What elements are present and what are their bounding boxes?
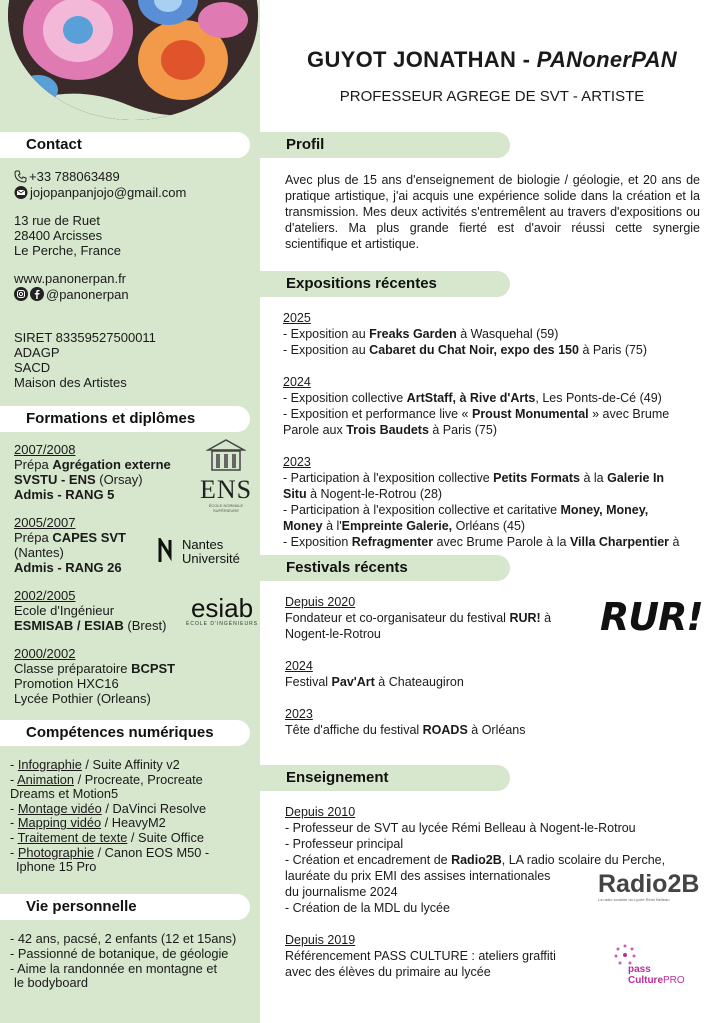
instagram-icon[interactable] <box>14 287 28 304</box>
competence-tools: / Canon EOS M50 - <box>93 844 210 860</box>
admin-line: SIRET 83359527500011 <box>14 330 156 345</box>
page-title <box>260 47 724 73</box>
ens-logo-text: ENS <box>199 475 253 504</box>
nantes-logo-text: Université <box>182 551 240 566</box>
phone-icon <box>14 170 27 186</box>
competence-item: - Photographie / Canon EOS M50 - <box>10 844 210 860</box>
formation-item <box>14 588 166 633</box>
formation-text: (Orsay) <box>95 472 143 487</box>
formation-text: (Brest) <box>123 618 167 633</box>
competence-tools: / Suite Office <box>127 829 204 845</box>
enseignement-item: - Création et encadrement de Radio2B, LA radio scolaire du Perche, <box>285 853 666 867</box>
artist-alias: PANonerPAN <box>536 47 677 72</box>
contact-admin <box>14 330 156 390</box>
enseignement-item: avec des élèves du primaire au lycée <box>285 965 491 979</box>
formation-text: ESMISAB / ESIAB <box>14 618 124 633</box>
expo-item: Money à l'Empreinte Galerie, Orléans (45) <box>283 519 526 533</box>
enseignement-item: lauréate du prix EMI des assises internationales <box>285 869 551 883</box>
full-name: GUYOT JONATHAN - <box>307 47 537 72</box>
formation-item <box>14 515 126 575</box>
enseignement-year: Depuis 2010 <box>285 805 356 819</box>
profil-text: Avec plus de 15 ans d'enseignement de biologie / géologie, et 20 ans de pratique artistique, j'ai acquis une expérience solide dans la création et la transmission. Mes deux activités s'entremêlent au travers d'expositions ou d'ateliers. Ma plus grande fierté est d'avoir réussi cette synergie scientifique et artistique. <box>285 173 700 251</box>
contact-heading: Contact <box>0 132 250 158</box>
radio2b-logo-subtext: La radio scolaire du Lycée Rémi Belleau <box>598 897 670 902</box>
formation-year: 2002/2005 <box>14 588 76 603</box>
competence-tools: / Suite Affinity v2 <box>81 757 180 772</box>
admin-line: ADAGP <box>14 345 60 360</box>
ens-logo-subtext: ÉCOLE NORMALE SUPÉRIEURE <box>208 503 244 513</box>
vie-item: - Aime la randonnée en montagne et <box>10 960 218 976</box>
competence-item: - Montage vidéo / DaVinci Resolve <box>10 800 207 816</box>
festival-item: Fondateur et co-organisateur du festival RUR! à <box>285 611 552 625</box>
competence-item: - Mapping vidéo / HeavyM2 <box>10 815 166 831</box>
enseignement-item: - Professeur principal <box>285 837 404 851</box>
admin-line: Maison des Artistes <box>14 375 127 390</box>
vie-item: - Passionné de botanique, de géologie <box>10 945 229 961</box>
expo-item: - Participation à l'exposition collective et caritative Money, Money, <box>283 503 649 517</box>
competence-key: Infographie <box>17 757 82 772</box>
formation-text: Ecole d'Ingénieur <box>14 603 115 618</box>
pass-culture-text: pass <box>628 964 651 975</box>
ens-building-icon <box>206 438 246 472</box>
radio2b-logo <box>598 872 699 902</box>
competence-key: Photographie <box>17 844 94 860</box>
enseignement-item: - Création de la MDL du lycée <box>285 901 450 915</box>
competence-item: - Traitement de texte / Suite Office <box>10 829 204 845</box>
esiab-logo <box>186 595 258 627</box>
contact-phone[interactable]: +33 788063489 <box>29 169 120 184</box>
formation-text: Prépa <box>14 457 53 472</box>
enseignement-item: du journalisme 2024 <box>285 885 398 899</box>
contact-phone-row <box>14 169 120 186</box>
nantes-universite-logo <box>158 538 240 566</box>
competence-key: Montage vidéo <box>17 800 102 816</box>
competence-tools: / Procreate, Procreate <box>74 771 203 787</box>
enseignement-heading: Enseignement <box>260 765 510 791</box>
festival-year: 2024 <box>285 659 313 673</box>
competence-item: Dreams et Motion5 <box>10 786 119 802</box>
contact-email-row <box>14 185 186 202</box>
mail-icon <box>14 186 28 202</box>
formation-text: Lycée Pothier (Orleans) <box>14 691 151 706</box>
formation-item <box>14 646 175 706</box>
address-line: 28400 Arcisses <box>14 228 103 243</box>
festival-year: Depuis 2020 <box>285 595 356 609</box>
pass-culture-text: Culture <box>628 975 663 986</box>
enseignement-item: - Professeur de SVT au lycée Rémi Belleau à Nogent-le-Rotrou <box>285 821 636 835</box>
festival-item: Tête d'affiche du festival ROADS à Orléans <box>285 723 526 737</box>
formation-item <box>14 442 171 502</box>
vie-item: - 42 ans, pacsé, 2 enfants (12 et 15ans) <box>10 931 237 946</box>
vie-heading: Vie personnelle <box>0 894 250 920</box>
competences-heading: Compétences numériques <box>0 720 250 746</box>
address-line: 13 rue de Ruet <box>14 213 101 228</box>
job-title: PROFESSEUR AGREGE DE SVT - ARTISTE <box>339 88 645 105</box>
expo-item: - Participation à l'exposition collective Petits Formats à la Galerie In <box>283 471 665 485</box>
contact-address <box>14 213 121 258</box>
formation-text: SVSTU - ENS <box>14 472 96 487</box>
formation-year: 2007/2008 <box>14 442 76 457</box>
expo-item: - Exposition au Cabaret du Chat Noir, expo des 150 à Paris (75) <box>283 343 648 357</box>
pass-culture-logo-text <box>628 964 685 986</box>
facebook-icon[interactable] <box>30 287 44 304</box>
formation-text: Promotion HXC16 <box>14 676 119 691</box>
formation-rank: Admis - RANG 5 <box>14 487 115 502</box>
formation-text: BCPST <box>131 661 176 676</box>
radio2b-logo-text: Radio2B <box>598 870 700 898</box>
admin-line: SACD <box>14 360 51 375</box>
expo-item: Situ à Nogent-le-Rotrou (28) <box>283 487 443 501</box>
expo-item: Parole aux Trois Baudets à Paris (75) <box>283 423 497 437</box>
competence-tools: / DaVinci Resolve <box>101 800 207 816</box>
competence-key: Animation <box>17 771 75 787</box>
expo-year: 2023 <box>283 455 311 469</box>
enseignement-year: Depuis 2019 <box>285 933 356 947</box>
formation-text: Classe préparatoire <box>14 661 132 676</box>
competence-item: - Infographie / Suite Affinity v2 <box>10 757 180 772</box>
competence-item: Iphone 15 Pro <box>16 859 97 875</box>
formation-year: 2000/2002 <box>14 646 76 661</box>
formations-heading: Formations et diplômes <box>0 406 250 432</box>
festival-year: 2023 <box>285 707 313 721</box>
enseignement-item: Référencement PASS CULTURE : ateliers graffiti <box>285 949 556 963</box>
expo-year: 2024 <box>283 375 311 389</box>
nantes-n-icon <box>158 538 176 564</box>
formation-year: 2005/2007 <box>14 515 76 530</box>
festival-item: Nogent-le-Rotrou <box>285 627 381 641</box>
expo-item: - Exposition au Freaks Garden à Wasquehal (59) <box>283 327 559 341</box>
competence-tools: / HeavyM2 <box>101 815 166 831</box>
festival-item: Festival Pav'Art à Chateaugiron <box>285 675 464 689</box>
contact-social[interactable]: @panonerpan <box>46 287 129 302</box>
expo-year: 2025 <box>283 311 311 325</box>
contact-website[interactable]: www.panonerpan.fr <box>14 271 127 286</box>
profil-heading: Profil <box>260 132 510 158</box>
address-line: Le Perche, France <box>14 243 121 258</box>
expositions-heading: Expositions récentes <box>260 271 510 297</box>
formation-text: (Nantes) <box>14 545 64 560</box>
pass-culture-logo <box>610 940 685 986</box>
formation-text: Prépa <box>14 530 53 545</box>
nantes-logo-text: Nantes <box>182 537 224 552</box>
competences-list <box>10 758 209 875</box>
vie-list <box>10 932 236 991</box>
festivals-heading: Festivals récents <box>260 555 510 581</box>
competence-key: Mapping vidéo <box>17 815 102 831</box>
rur-festival-logo: RUR! <box>600 595 703 639</box>
formation-text: CAPES SVT <box>52 530 126 545</box>
expo-item: - Exposition Refragmenter avec Brume Parole à la Villa Charpentier à <box>283 535 680 549</box>
vie-item: le bodyboard <box>14 975 88 991</box>
pass-culture-text: PRO <box>663 975 685 986</box>
expo-item: - Exposition collective ArtStaff, à Rive d'Arts, Les Ponts-de-Cé (49) <box>283 391 662 405</box>
formation-rank: Admis - RANG 26 <box>14 560 122 575</box>
formation-text: Agrégation externe <box>52 457 171 472</box>
esiab-logo-text: esiab <box>190 593 254 623</box>
competence-key: Traitement de texte <box>17 829 128 845</box>
contact-email[interactable]: jojopanpanjojo@gmail.com <box>30 185 187 200</box>
expo-item: - Exposition et performance live « Proust Monumental » avec Brume <box>283 407 670 421</box>
competence-item: - Animation / Procreate, Procreate <box>10 771 203 787</box>
ens-logo <box>198 438 254 513</box>
contact-social-row <box>14 287 129 304</box>
esiab-logo-subtext: ÉCOLE D'INGÉNIEURS <box>186 621 259 627</box>
expositions-list <box>283 310 703 550</box>
